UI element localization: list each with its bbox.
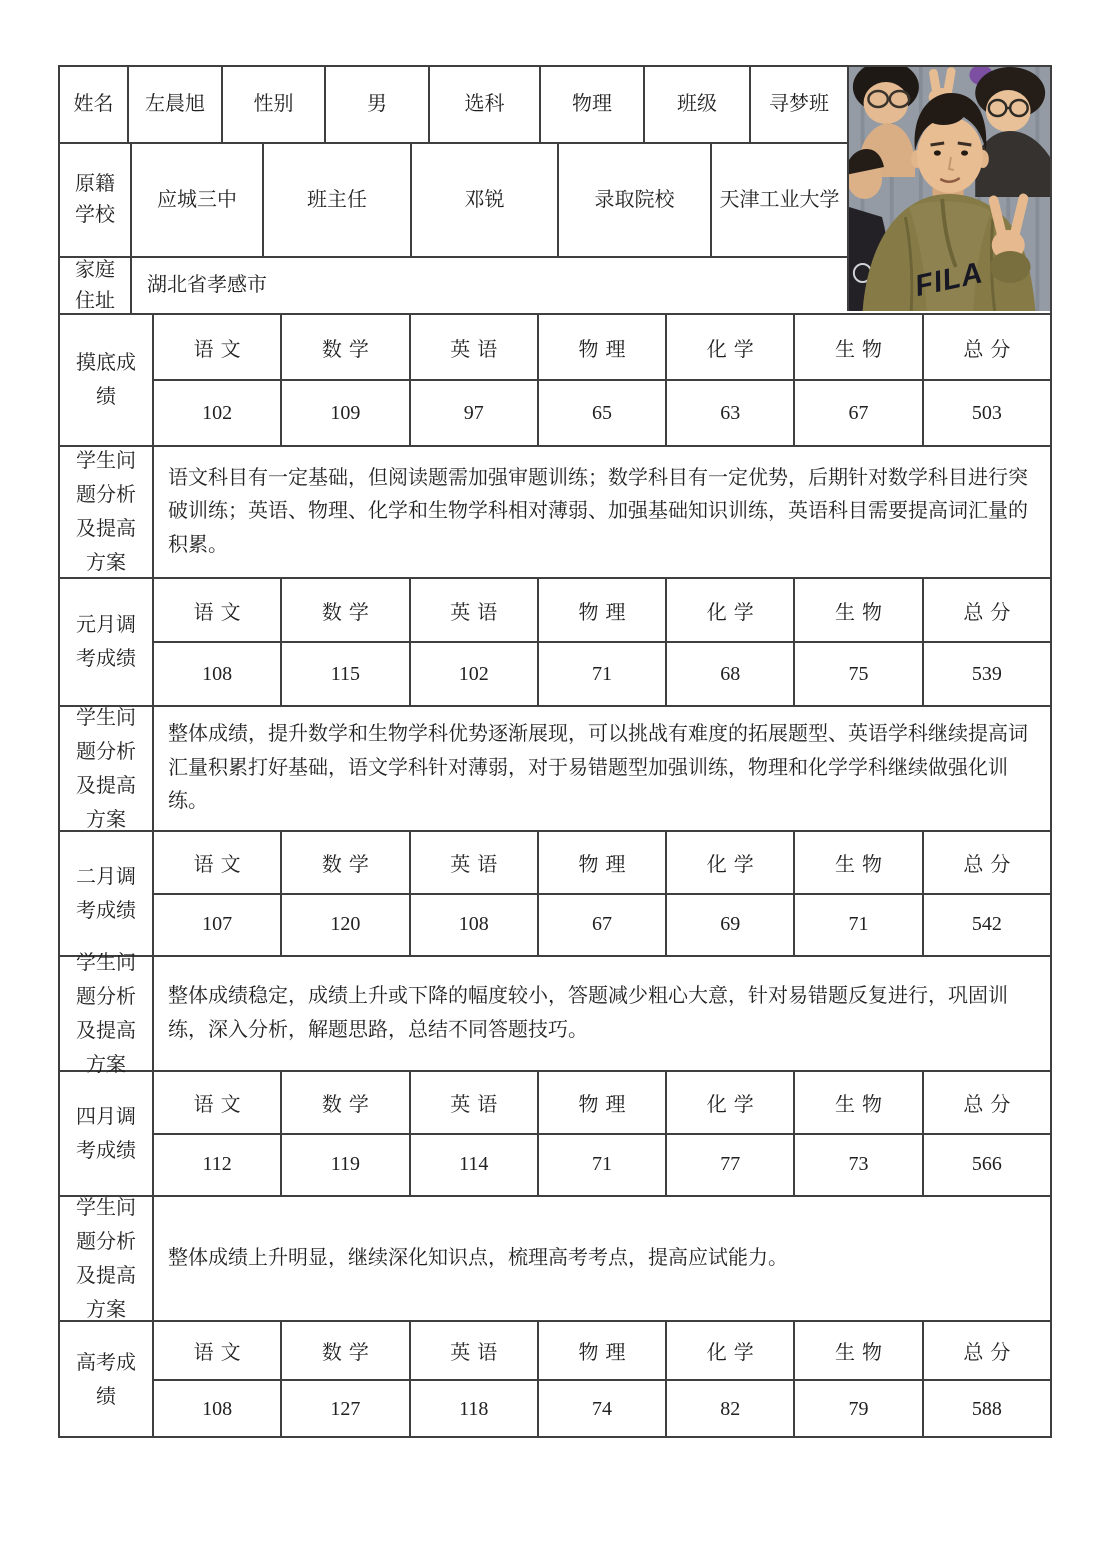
subject-header: 生物	[795, 832, 923, 893]
analysis-section-1	[60, 447, 1050, 579]
analysis-section-4	[60, 1197, 1050, 1322]
subject-header: 生物	[795, 1072, 923, 1133]
score-value: 79	[795, 1381, 923, 1438]
score-value: 120	[282, 895, 410, 956]
score-section-baseline	[60, 315, 1050, 447]
subject-header: 语文	[154, 832, 282, 893]
subject-header: 物理	[539, 579, 667, 641]
subject-header: 物理	[539, 1072, 667, 1133]
score-value: 119	[282, 1135, 410, 1196]
score-value-row	[154, 895, 1050, 956]
student-photo	[847, 67, 1050, 311]
subject-header: 英语	[411, 832, 539, 893]
score-section-gaokao	[60, 1322, 1050, 1438]
home-address-label: 家庭住址	[60, 258, 132, 313]
analysis-text: 语文科目有一定基础，但阅读题需加强审题训练；数学科目有一定优势，后期针对数学科目进行突破训练；英语、物理、化学和生物学科相对薄弱、加强基础知识训练，英语科目需要提高词汇量的积累。	[168, 466, 1028, 556]
section-label: 高考成绩	[60, 1322, 154, 1438]
score-value: 82	[667, 1381, 795, 1438]
score-value: 114	[411, 1135, 539, 1196]
head-teacher-label: 班主任	[264, 144, 412, 256]
subject-header: 化学	[667, 579, 795, 641]
subject-header: 总分	[963, 338, 1018, 361]
score-value: 112	[154, 1135, 282, 1196]
home-address-value: 湖北省孝感市	[147, 274, 267, 296]
score-value-row	[154, 1381, 1050, 1438]
score-value: 118	[411, 1381, 539, 1438]
subject-header: 化学	[667, 1072, 795, 1133]
score-value: 588	[971, 1398, 1002, 1420]
admitted-college-label: 录取院校	[559, 144, 712, 256]
subject-header: 物理	[539, 1322, 667, 1379]
score-header-row	[154, 832, 1050, 895]
score-value: 109	[282, 381, 410, 445]
score-value: 97	[411, 381, 539, 445]
subject-header: 化学	[667, 832, 795, 893]
gender-label: 性别	[223, 67, 326, 142]
score-header-row	[154, 1072, 1050, 1135]
subject-header: 物理	[539, 832, 667, 893]
score-value: 566	[971, 1153, 1002, 1176]
section-label: 四月调考成绩	[60, 1072, 154, 1195]
score-value: 503	[971, 401, 1002, 424]
score-value: 74	[539, 1381, 667, 1438]
section-label: 学生问题分析及提高方案	[60, 447, 154, 577]
analysis-section-2	[60, 707, 1050, 832]
head-teacher-value: 邓锐	[412, 144, 559, 256]
score-value: 539	[971, 662, 1002, 685]
score-value: 75	[795, 643, 923, 705]
score-value: 68	[667, 643, 795, 705]
score-value: 69	[667, 895, 795, 956]
score-section-february	[60, 832, 1050, 957]
section-label: 元月调考成绩	[60, 579, 154, 705]
score-header-row	[154, 315, 1050, 381]
subject-header: 生物	[795, 579, 923, 641]
name-label: 姓名	[60, 67, 129, 142]
origin-school-value: 应城三中	[132, 144, 264, 256]
score-value: 73	[795, 1135, 923, 1196]
score-value-row	[154, 1135, 1050, 1196]
analysis-text: 整体成绩稳定，成绩上升或下降的幅度较小，答题减少粗心大意，针对易错题反复进行，巩固训练，深入分析，解题思路，总结不同答题技巧。	[168, 985, 1008, 1041]
score-section-january	[60, 579, 1050, 707]
elective-label: 选科	[430, 67, 541, 142]
class-label: 班级	[645, 67, 751, 142]
score-value: 71	[539, 1135, 667, 1196]
score-value: 71	[795, 895, 923, 956]
subject-header: 总分	[963, 853, 1018, 876]
score-header-row	[154, 1322, 1050, 1381]
address-row	[60, 258, 847, 313]
student-info-rows	[60, 67, 847, 313]
subject-header: 生物	[795, 315, 923, 379]
subject-header: 物理	[539, 315, 667, 379]
subject-header: 语文	[154, 315, 282, 379]
subject-header: 英语	[411, 1322, 539, 1379]
score-section-april	[60, 1072, 1050, 1197]
subject-header: 英语	[411, 579, 539, 641]
score-value: 77	[667, 1135, 795, 1196]
analysis-text: 整体成绩上升明显，继续深化知识点，梳理高考考点，提高应试能力。	[168, 1246, 788, 1269]
name-value: 左晨旭	[129, 67, 223, 142]
subject-header: 总分	[963, 1093, 1018, 1116]
admitted-college-value: 天津工业大学	[719, 188, 840, 211]
score-value: 108	[411, 895, 539, 956]
score-value: 102	[154, 381, 282, 445]
elective-value: 物理	[541, 67, 645, 142]
school-row	[60, 144, 847, 258]
score-value: 71	[539, 643, 667, 705]
subject-header: 英语	[411, 1072, 539, 1133]
subject-header: 数学	[282, 1322, 410, 1379]
student-photo-illustration	[849, 67, 1050, 311]
score-value-row	[154, 381, 1050, 445]
hoodie-logo-text: FILA	[912, 255, 986, 304]
section-label: 学生问题分析及提高方案	[60, 1197, 154, 1320]
class-value: 寻梦班	[769, 93, 829, 115]
name-row	[60, 67, 847, 144]
section-label: 摸底成绩	[60, 315, 154, 445]
score-header-row	[154, 579, 1050, 643]
subject-header: 英语	[411, 315, 539, 379]
section-label: 学生问题分析及提高方案	[60, 957, 154, 1070]
analysis-section-3	[60, 951, 1050, 1076]
score-value: 63	[667, 381, 795, 445]
subject-header: 生物	[795, 1322, 923, 1379]
subject-header: 化学	[667, 315, 795, 379]
subject-header: 总分	[963, 1342, 1018, 1364]
subject-header: 数学	[282, 832, 410, 893]
gender-value: 男	[326, 67, 430, 142]
student-record-table	[58, 65, 1052, 1438]
score-value: 542	[971, 913, 1002, 936]
section-label: 学生问题分析及提高方案	[60, 707, 154, 830]
score-value: 108	[154, 1381, 282, 1438]
subject-header: 总分	[963, 601, 1018, 624]
subject-header: 数学	[282, 315, 410, 379]
subject-header: 化学	[667, 1322, 795, 1379]
score-value: 102	[411, 643, 539, 705]
subject-header: 语文	[154, 579, 282, 641]
subject-header: 语文	[154, 1072, 282, 1133]
score-value: 67	[795, 381, 923, 445]
section-label: 二月调考成绩	[60, 832, 154, 955]
score-value: 67	[539, 895, 667, 956]
score-value: 65	[539, 381, 667, 445]
origin-school-label: 原籍学校	[60, 144, 132, 256]
subject-header: 数学	[282, 579, 410, 641]
score-value-row	[154, 643, 1050, 705]
score-value: 115	[282, 643, 410, 705]
score-value: 127	[282, 1381, 410, 1438]
subject-header: 语文	[154, 1322, 282, 1379]
student-info-block	[60, 67, 1050, 315]
score-value: 107	[154, 895, 282, 956]
analysis-text: 整体成绩，提升数学和生物学科优势逐渐展现，可以挑战有难度的拓展题型、英语学科继续提高词汇量积累打好基础，语文学科针对薄弱，对于易错题型加强训练，物理和化学学科继续做强化训练。	[168, 723, 1028, 813]
score-value: 108	[154, 643, 282, 705]
subject-header: 数学	[282, 1072, 410, 1133]
